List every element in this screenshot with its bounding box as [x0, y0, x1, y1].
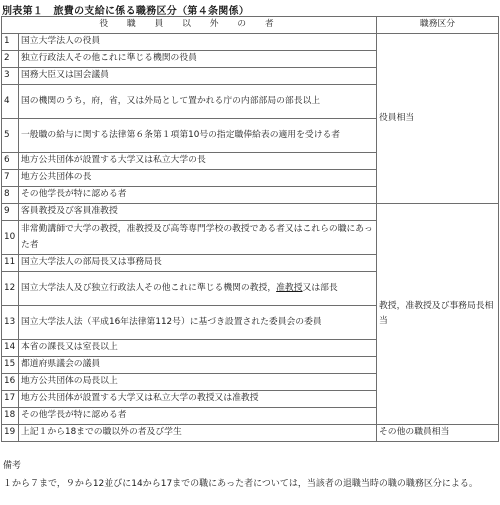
row-number: 7 — [2, 170, 19, 187]
row-description: 客員教授及び客員准教授 — [19, 204, 377, 221]
row-number: 15 — [2, 357, 19, 374]
row-description: 国務大臣又は国会議員 — [19, 68, 377, 85]
row-description: 独立行政法人その他これに準じる機関の役員 — [19, 51, 377, 68]
row-number: 3 — [2, 68, 19, 85]
row-number: 12 — [2, 272, 19, 306]
row-number: 6 — [2, 153, 19, 170]
row-number: 10 — [2, 221, 19, 255]
row-description: 上記１から18までの職以外の者及び学生 — [19, 425, 377, 442]
category-professor-equivalent: 教授，准教授及び事務局長相当 — [377, 204, 499, 425]
underlined-term: 准教授 — [276, 282, 303, 293]
notes-body: １から７まで，９から12並びに14から17までの職にあった者については，当該者の退職当時の職の職務区分による。 — [3, 479, 478, 489]
row-description: 一般職の給与に関する法律第６条第１項第10号の指定職俸給表の適用を受ける者 — [19, 119, 377, 153]
category-officer-equivalent: 役員相当 — [377, 34, 499, 204]
row-number: 19 — [2, 425, 19, 442]
row-description — [19, 272, 377, 306]
row-number: 9 — [2, 204, 19, 221]
row-number: 13 — [2, 306, 19, 340]
table-title: 別表第１ 旅費の支給に係る職務区分（第４条関係） — [2, 6, 250, 17]
row-number: 5 — [2, 119, 19, 153]
row-number: 8 — [2, 187, 19, 204]
table-row — [2, 34, 499, 51]
row-description: その他学長が特に認める者 — [19, 408, 377, 425]
job-classification-table — [1, 16, 499, 442]
header-non-staff: 役 職 員 以 外 の 者 — [2, 17, 377, 34]
row-number: 14 — [2, 340, 19, 357]
row-text-before: 国立大学法人及び独立行政法人その他これに準じる機関の教授， — [21, 282, 277, 293]
row-description: 国立大学法人の部局長又は事務局長 — [19, 255, 377, 272]
row-description: 都道府県議会の議員 — [19, 357, 377, 374]
table-row — [2, 204, 499, 221]
header-category: 職務区分 — [377, 17, 499, 34]
row-description: 地方公共団体の長 — [19, 170, 377, 187]
row-number: 16 — [2, 374, 19, 391]
row-number: 2 — [2, 51, 19, 68]
row-description: 非常勤講師で大学の教授，准教授及び高等専門学校の教授である者又はこれらの職にあった者 — [19, 221, 377, 255]
row-description: 本省の課長又は室長以上 — [19, 340, 377, 357]
table-header-row — [2, 17, 499, 34]
row-description: 地方公共団体が設置する大学又は私立大学の長 — [19, 153, 377, 170]
row-number: 11 — [2, 255, 19, 272]
row-text-after: 又は部長 — [302, 282, 338, 293]
row-description: 国の機関のうち，府，省，又は外局として置かれる庁の内部部局の部長以上 — [19, 85, 377, 119]
row-description: その他学長が特に認める者 — [19, 187, 377, 204]
table-row — [2, 425, 499, 442]
notes-heading: 備考 — [3, 461, 22, 471]
row-description: 国立大学法人法（平成16年法律第112号）に基づき設置された委員会の委員 — [19, 306, 377, 340]
row-description: 地方公共団体が設置する大学又は私立大学の教授又は准教授 — [19, 391, 377, 408]
row-description: 国立大学法人の役員 — [19, 34, 377, 51]
row-description: 地方公共団体の局長以上 — [19, 374, 377, 391]
row-number: 17 — [2, 391, 19, 408]
category-other-staff-equivalent: その他の職員相当 — [377, 425, 499, 442]
row-number: 1 — [2, 34, 19, 51]
row-number: 4 — [2, 85, 19, 119]
row-number: 18 — [2, 408, 19, 425]
